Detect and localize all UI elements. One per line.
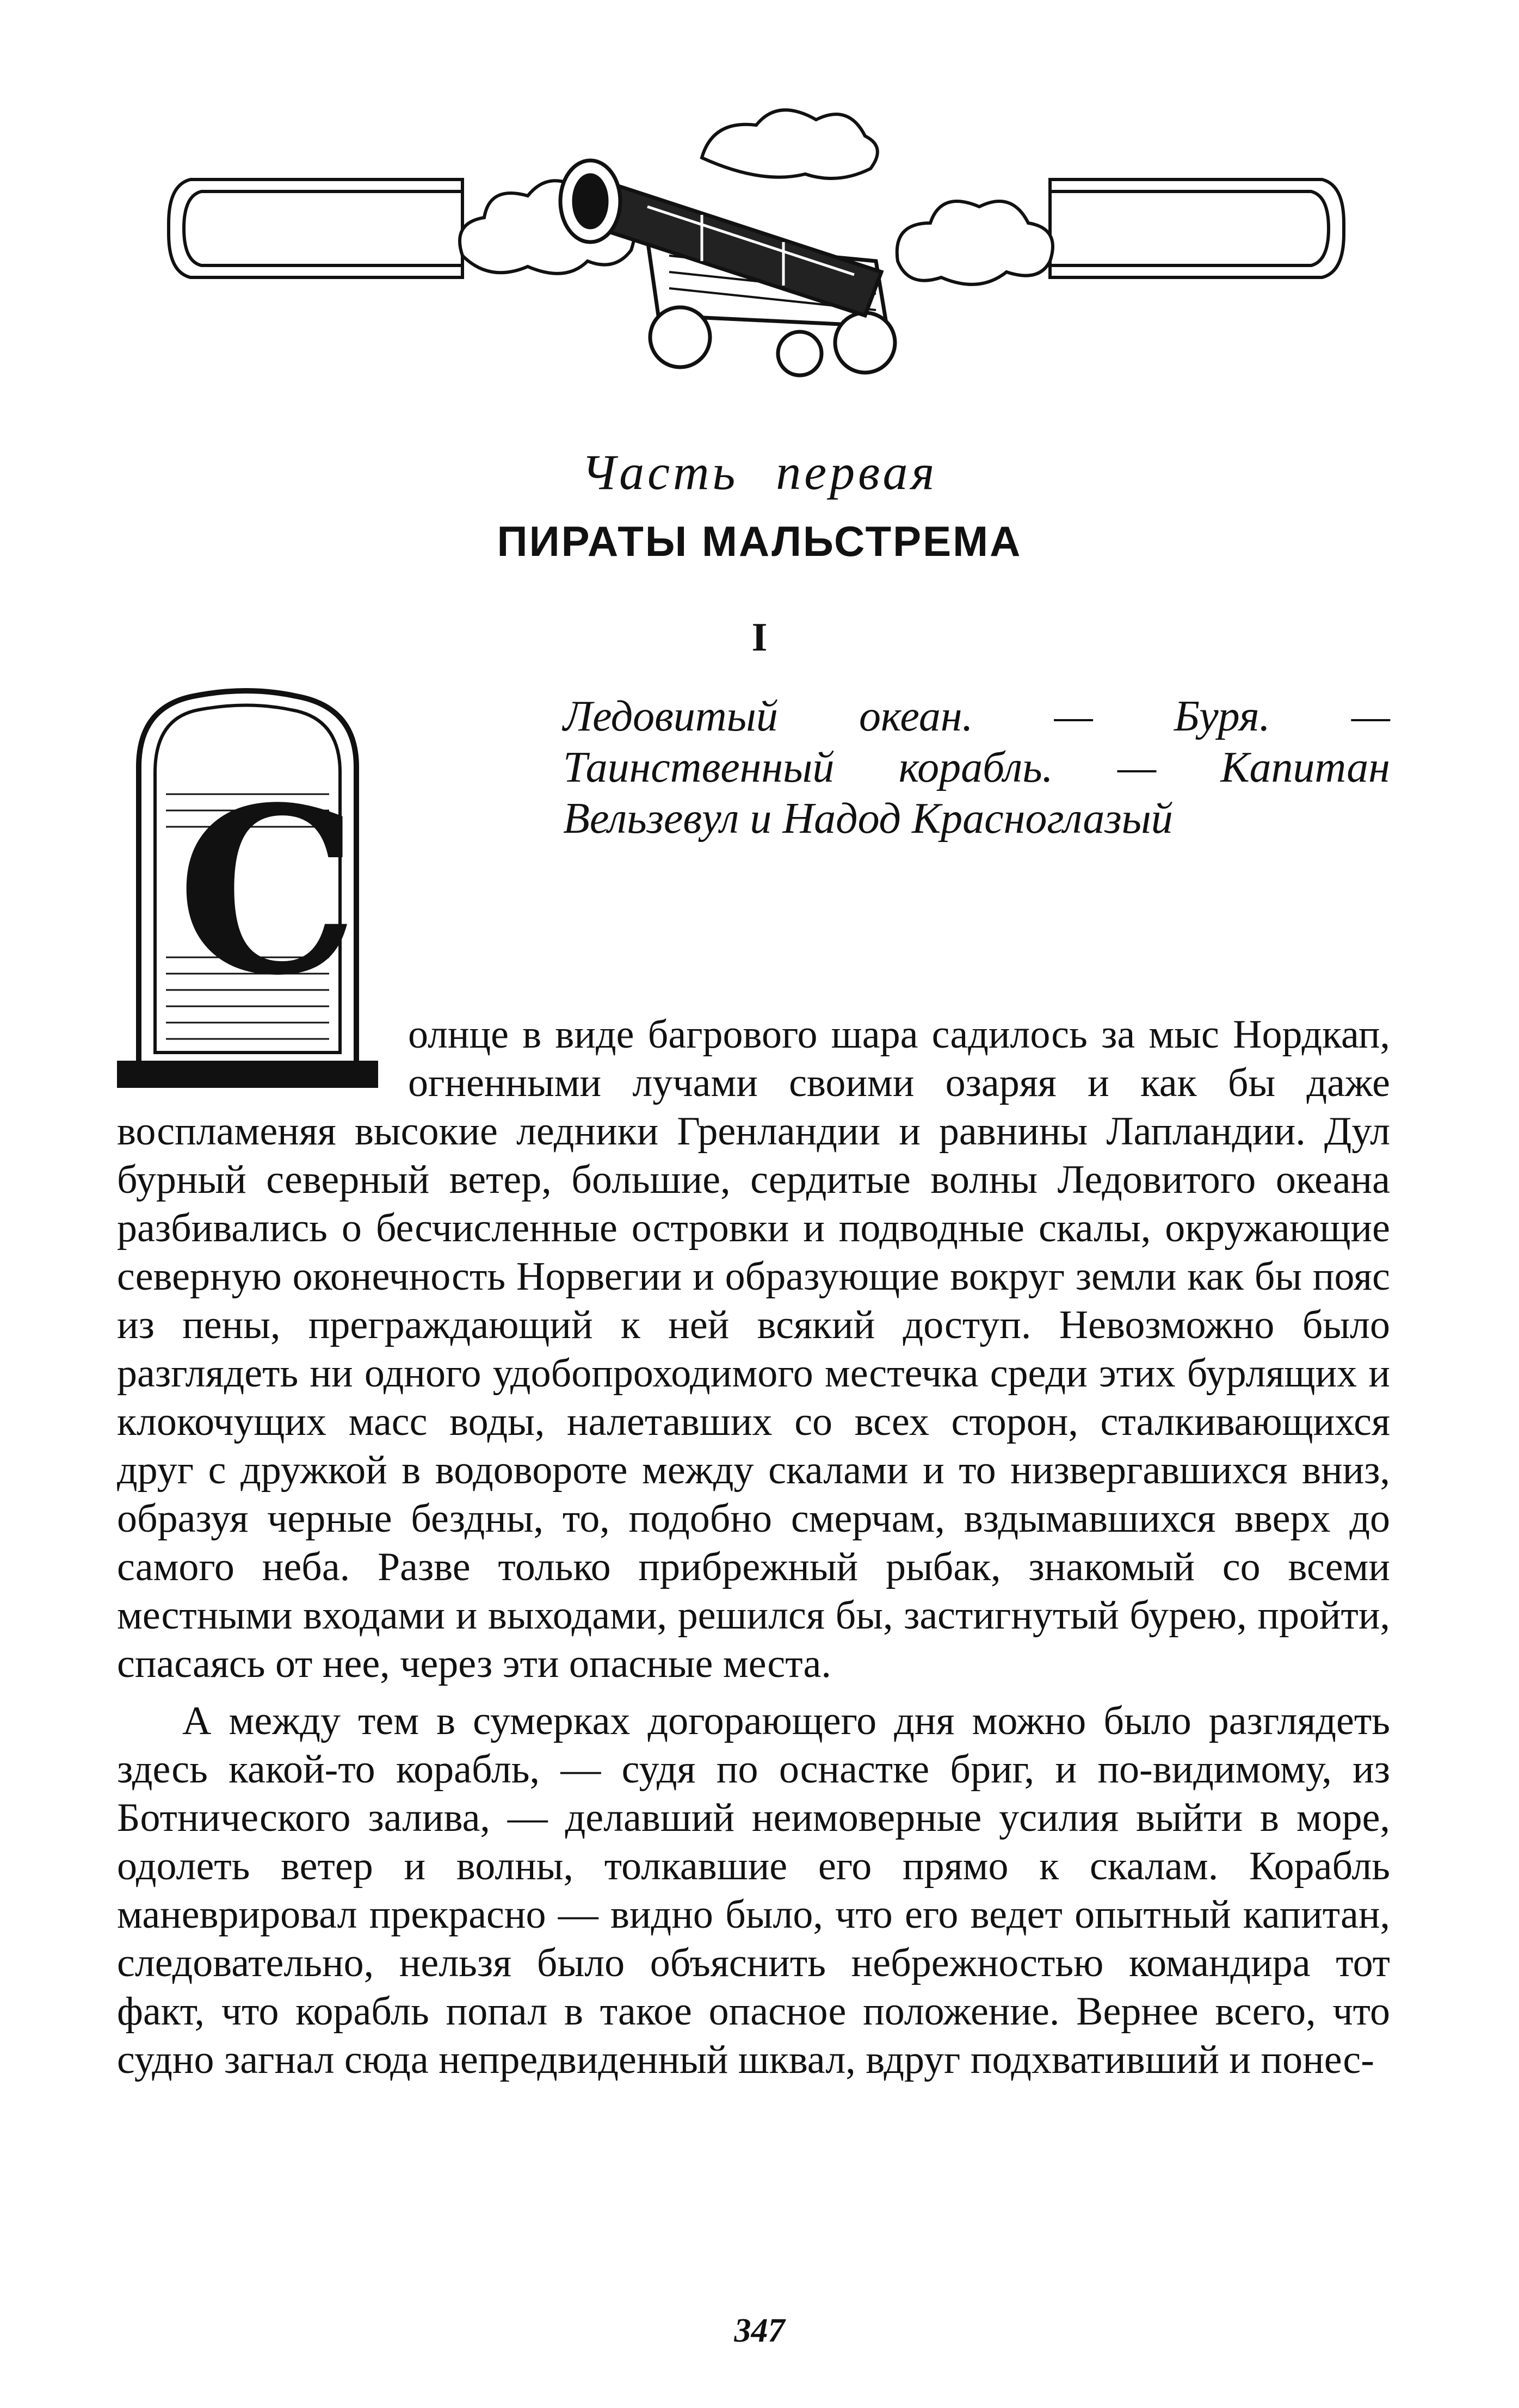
part-title: Часть первая [581,444,938,500]
paragraph-1-text: олнце в виде багрового шара садилось за мыс Нордкап, огненными лучами своими озаряя и как бы даже воспламеняя высокие ледники Гренландии и равнины Лапландии. Дул бурный северный ветер, большие, сердитые волны Ледовитого океана разбивались о бесчисленные островки и подводные скалы, окружающие северную оконечность Норвегии и образующие вокруг земли как бы пояс из пены, преграждающий к ней всякий доступ. Невозможно было разглядеть ни одного удобопроходимого местечка среди этих бурлящих и клокочущих масс воды, налетавших со всех сторон, сталкивающихся друг с дружкой в водовороте между скалами и то низвергавшихся вниз, образуя черные бездны, то, подобно смерчам, вздымавшихся вверх до самого неба. Разве только прибрежный рыбак, знакомый со всеми местными входами и выходами, решился бы, застигнутый бурею, пройти, спасаясь от нее, через эти опасные места. [117,1012,1390,1686]
book-title: ПИРАТЫ МАЛЬСТРЕМА [497,517,1022,565]
page-number: 347 [734,2312,785,2349]
cannon-ornament-illustration [158,98,1355,381]
paragraph-1 [117,1011,1390,1688]
paragraph-2: А между тем в сумерках догорающего дня можно было разглядеть здесь какой-то корабль, — судя по оснастке бриг, и по-видимому, из Ботнического залива, — делавший неимоверные усилия выйти в море, одолеть ветер и волны, толкавшие его прямо к скалам. Корабль маневрировал прекрасно — видно было, что его ведет опытный капитан, следовательно, нельзя было объяснить небрежностью командира тот факт, что корабль попал в такое опасное положение. Вернее всего, что судно загнал сюда непредвиденный шквал, вдруг подхвативший и понес- [117,1699,1390,2082]
chapter-summary: Ледовитый океан. — Буря. — Таинственный корабль. — Капитан Вельзевул и Надод Красноглазый [563,692,1390,843]
chapter-number: I [751,615,768,660]
drop-cap-letter: С [177,758,359,1026]
chapter-body [117,1011,1390,2084]
drop-cap-spacer [117,1011,408,1107]
